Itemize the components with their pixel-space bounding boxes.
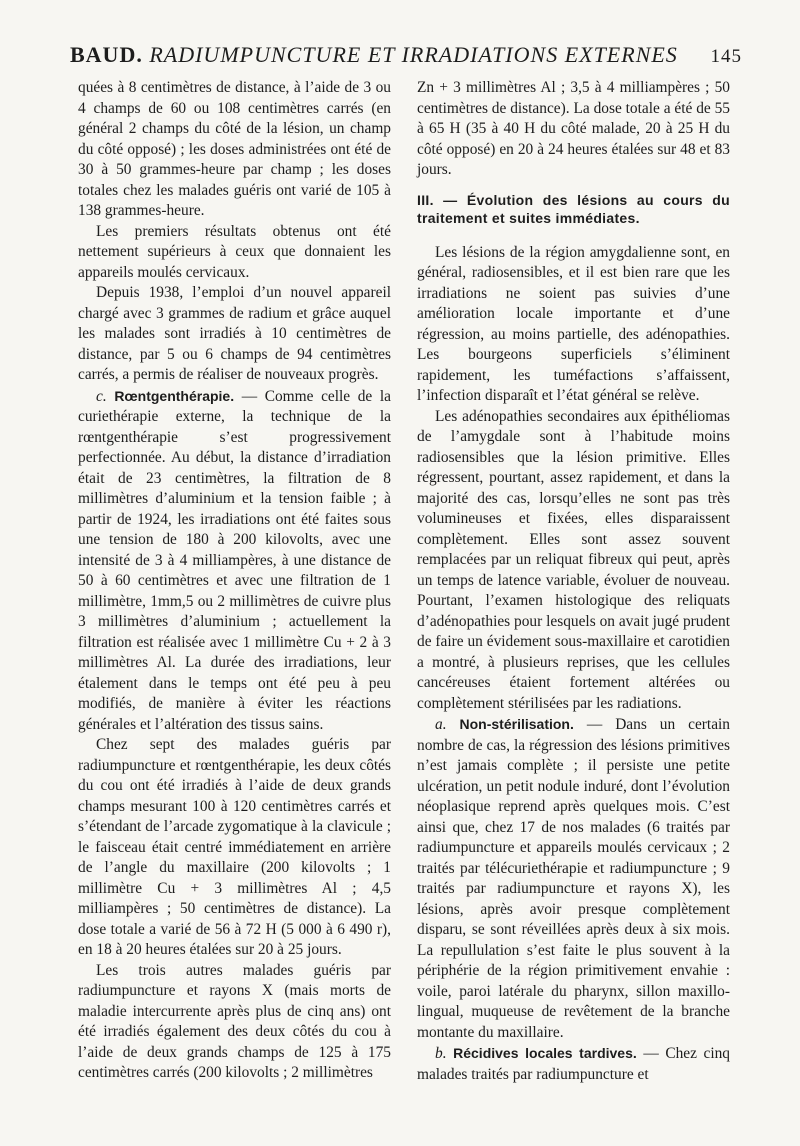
paragraph: Les adénopathies secondaires aux épithéliomas de l’amygdale sont à l’habitude moins radiosensibles que la lésion primitive. Elles régressent, pourtant, assez rapidement, et dans la majorité des cas, lorsqu’elles ne sont pas très volumineuses et fixées, elles disparaissent complètement. Elles sont assez souvent remplacées par un reliquat fibreux qui peut, après un temps de latence variable, évoluer de nouveau. Pourtant, l’examen histologique des reliquats d’adénopathies pour lesquels on avait jugé prudent de faire un évidement sous-maxillaire et carotidien a montré, à plusieurs reprises, que les cellules cancéreuses étaient fortement altérées ou complètement stérilisées par les radiations.: [417, 407, 730, 712]
subsection-heading: Récidives locales tardives.: [453, 1045, 637, 1061]
subsection-heading: Non-stérilisation.: [459, 716, 574, 732]
paragraph-roentgen: [78, 386, 391, 736]
header-title: RADIUMPUNCTURE ET IRRADIATIONS EXTERNES: [149, 42, 678, 67]
right-column: [417, 78, 730, 1085]
paragraph-text: — Dans un certain nombre de cas, la régression des lésions primitives n’est jamais complète ; il persiste une petite ulcération, un petit nodule induré, dont l’évolution néoplasique reprend après quelques mois. C’est ainsi que, chez 17 de nos malades (6 traités par radiumpuncture et appareils moulés cervicaux ; 2 traités par télécuriethérapie et radiumpuncture ; 9 traités par radiumpuncture et rayons X), les lésions, après avoir presque complètement disparu, se sont réveillées après deux à six mois. La repullulation s’est faite le plus souvent à la périphérie de la région primitivement envahie : voile, paroi latérale du pharynx, sillon maxillo-lingual, muqueuse de revêtement de la branche montante du maxillaire.: [417, 716, 730, 1041]
page-number: 145: [710, 46, 742, 67]
paragraph: Les premiers résultats obtenus ont été nettement supérieurs à ceux que donnaient les appareils moulés cervicaux.: [78, 222, 391, 281]
subsection-letter: c.: [96, 387, 107, 405]
subsection-heading: Rœntgenthérapie.: [114, 387, 235, 404]
paragraph: Zn + 3 millimètres Al ; 3,5 à 4 milliampères ; 50 centimètres de distance). La dose totale a été de 55 à 65 H (35 à 40 H du côté malade, 20 à 25 H du côté opposé) en 20 à 24 heures étalées sur 48 et 83 jours.: [417, 79, 730, 178]
paragraph: Depuis 1938, l’emploi d’un nouvel appareil chargé avec 3 grammes de radium et grâce auquel les malades sont irradiés à 10 centimètres de distance, par 5 ou 6 champs de 94 centimètres carrés, a permis de réaliser de nouveaux progrès.: [78, 284, 391, 383]
paragraph: Les trois autres malades guéris par radiumpuncture et rayons X (mais morts de maladie intercurrente après plus de cinq ans) ont été irradiés également des deux côtés du cou à l’aide de deux grands champs de 125 à 175 centimètres carrés (200 kilovolts ; 2 millimètres: [78, 961, 391, 1081]
paragraph-recidives: [417, 1043, 730, 1085]
running-header: [70, 34, 742, 70]
paragraph-text: — Comme celle de la curiethérapie externe, la technique de la rœntgenthérapie s’est progressivement perfectionnée. Au début, la distance d’irradiation était de 23 centimètres, la filtration de 8 millimètres d’aluminium et la tension faible ; à partir de 1924, les irradiations ont été faites sous une tension de 180 à 200 kilovolts, avec une intensité de 3 à 4 milliampères, à une distance de 50 à 60 centimètres et avec une filtration de 1 millimètre, 1mm,5 ou 2 millimètres de cuivre plus 3 millimètres d’aluminium ; actuellement la filtration est réalisée avec 1 millimètre Cu + 2 à 3 millimètres Al. La durée des irradiations, leur étalement dans le temps ont été peu à peu modifiés, de manière à éviter les réactions générales et l’altération des tissus sains.: [78, 387, 391, 733]
paragraph: Chez sept des malades guéris par radiumpuncture et rœntgenthérapie, les deux côtés du cou ont été irradiés à l’aide de deux grands champs mesurant 100 à 120 centimètres carrés et s’étendant de l’arcade zygomatique à la clavicule ; le faisceau était centré immédiatement en arrière de l’angle du maxillaire (200 kilovolts ; 1 millimètre Cu + 3 millimètres Al ; 4,5 milliampères ; 50 centimètres de distance). La dose totale a varié de 56 à 72 H (5 000 à 6 490 r), en 18 à 20 heures étalées sur 20 à 25 jours.: [78, 736, 391, 958]
paragraph: Les lésions de la région amygdalienne sont, en général, radiosensibles, et il est bien rare que les irradiations ne soient pas suivies d’une amélioration locale importante et d’une régression, au moins partielle, des adénopathies. Les bourgeons superficiels s’éliminent rapidement, les tuméfactions s’affaissent, l’infection disparaît et l’état général se relève.: [417, 243, 730, 404]
header-author: BAUD.: [70, 42, 143, 67]
subsection-letter: b.: [435, 1045, 447, 1062]
paragraph: quées à 8 centimètres de distance, à l’aide de 3 ou 4 champs de 60 ou 108 centimètres carrés (en général 2 champs du côté de la lésion, un champ du côté opposé) ; les doses administrées ont été de 30 à 50 grammes-heure par champ ; les doses totales chez les malades guéris ont varié de 105 à 138 grammes-heure.: [78, 79, 391, 219]
subsection-letter: a.: [435, 716, 447, 733]
section-title: III. — Évolution des lésions au cours du traitement et suites immédiates.: [417, 191, 730, 226]
paragraph-text: — Chez cinq malades traités par radiumpuncture et: [417, 1045, 730, 1083]
left-column: [78, 78, 391, 1084]
paragraph-non-sterilisation: [417, 714, 730, 1043]
